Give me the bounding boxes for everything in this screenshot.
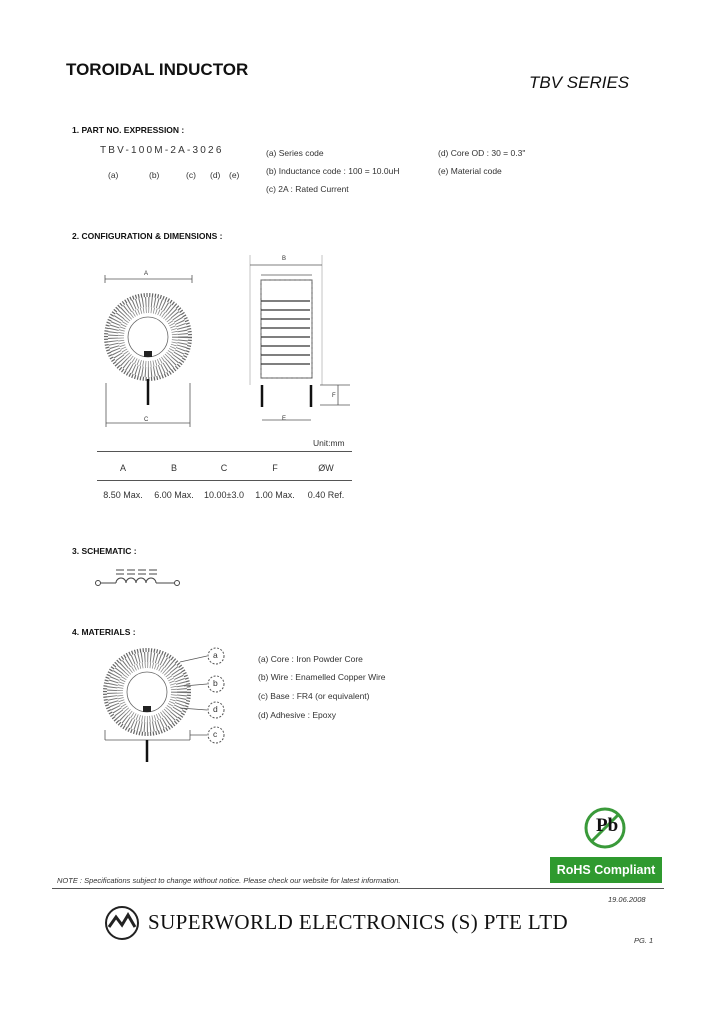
inductor-schematic xyxy=(92,565,187,593)
desc-c: (c) 2A : Rated Current xyxy=(266,184,349,194)
dimension-drawing xyxy=(90,255,370,435)
part-letter-d: (d) xyxy=(210,170,221,180)
company-name: SUPERWORLD ELECTRONICS (S) PTE LTD xyxy=(148,910,569,934)
material-c: (c) Base : FR4 (or equivalent) xyxy=(258,691,370,701)
materials-heading: 4. MATERIALS : xyxy=(72,627,136,637)
col-header-f: F xyxy=(272,463,278,473)
callout-b: b xyxy=(213,678,218,688)
dim-label-c: C xyxy=(144,417,149,423)
col-header-c: C xyxy=(220,463,228,473)
dim-label-e: E xyxy=(282,416,287,422)
part-number-code: TBV-100M-2A-3026 xyxy=(100,145,224,156)
value-w: 0.40 Ref. xyxy=(307,490,345,500)
col-header-w: ØW xyxy=(318,463,334,473)
material-d: (d) Adhesive : Epoxy xyxy=(258,710,336,720)
value-c: 10.00±3.0 xyxy=(204,490,244,500)
part-letter-a: (a) xyxy=(108,170,119,180)
part-letter-b: (b) xyxy=(149,170,160,180)
value-f: 1.00 Max. xyxy=(255,490,295,500)
desc-a: (a) Series code xyxy=(266,148,324,158)
dim-label-f: F xyxy=(332,393,336,399)
desc-e: (e) Material code xyxy=(438,166,502,176)
desc-d: (d) Core OD : 30 = 0.3" xyxy=(438,148,526,158)
col-header-b: B xyxy=(170,463,177,473)
footer-date: 19.06.2008 xyxy=(608,895,646,904)
material-b: (b) Wire : Enamelled Copper Wire xyxy=(258,672,386,682)
dim-label-a: A xyxy=(144,271,149,277)
page-number: PG. 1 xyxy=(634,936,654,945)
part-letter-c: (c) xyxy=(186,170,196,180)
unit-label: Unit:mm xyxy=(313,438,345,448)
schematic-heading: 3. SCHEMATIC : xyxy=(72,546,137,556)
desc-b: (b) Inductance code : 100 = 10.0uH xyxy=(266,166,400,176)
pb-label: Pb xyxy=(596,815,619,836)
callout-a: a xyxy=(213,650,218,660)
rohs-badge: RoHS Compliant xyxy=(550,857,662,883)
footer-note: NOTE : Specifications subject to change without notice. Please check our website for latest information. xyxy=(57,876,401,885)
col-header-a: A xyxy=(119,463,126,473)
part-no-heading: 1. PART NO. EXPRESSION : xyxy=(72,125,185,135)
dim-label-b: B xyxy=(282,256,287,262)
value-b: 6.00 Max. xyxy=(154,490,194,500)
callout-c: c xyxy=(213,729,218,739)
material-a: (a) Core : Iron Powder Core xyxy=(258,654,363,664)
document-title: TOROIDAL INDUCTOR xyxy=(66,60,249,79)
value-a: 8.50 Max. xyxy=(103,490,143,500)
series-name: TBV SERIES xyxy=(529,73,630,92)
config-heading: 2. CONFIGURATION & DIMENSIONS : xyxy=(72,231,223,241)
part-letter-e: (e) xyxy=(229,170,240,180)
callout-d: d xyxy=(213,704,218,714)
toroid-top-view xyxy=(105,275,192,427)
company-logo-icon xyxy=(104,905,140,941)
